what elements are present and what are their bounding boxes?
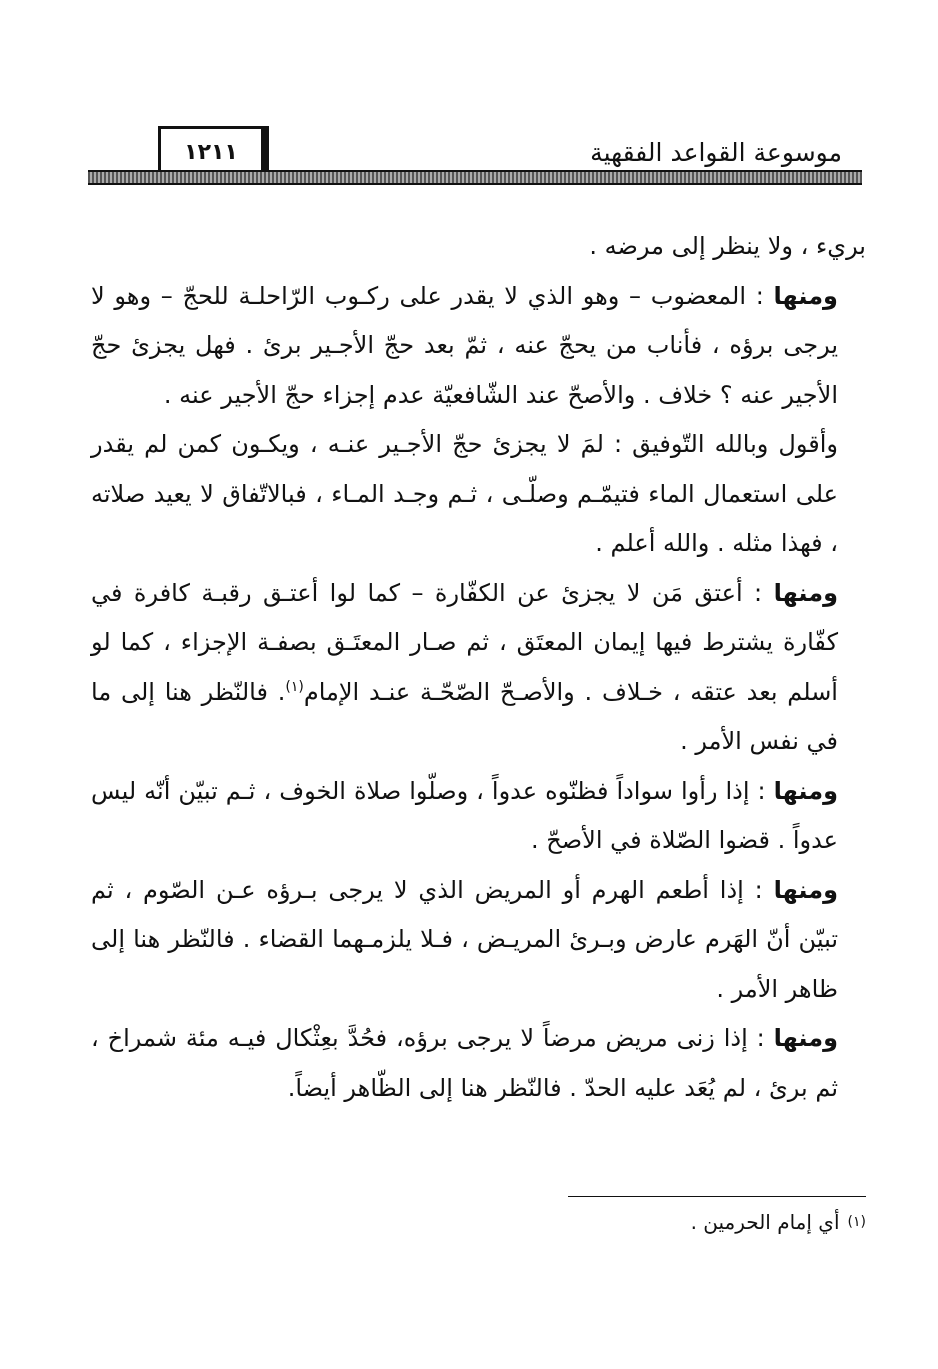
paragraph-4 (91, 569, 866, 767)
footnote (91, 1204, 866, 1240)
p4-line-4b: . فالنّظر هنا إلى ما في نفس الأمر . (91, 677, 838, 755)
p3-line-2: كمن لم يقدر على استعمال الماء فتيمّـم وصلّـى ، ثـم وجـد المـاء ، (91, 430, 838, 508)
footnote-ref: (١) (285, 678, 304, 695)
keyword-minha: ومنها (773, 281, 838, 310)
footnote-separator (568, 1196, 866, 1197)
p5-line-1: : إذا رأوا سواداً فظنّوه عدواً ، وصلّوا صلاة الخوف ، ثـم (225, 776, 774, 805)
p4-line-4a: الإمام (303, 677, 360, 706)
p7-line-1: : إذا زنى مريض مرضاً لا يرجى برؤه، فحُدَّ بعِثْكال فيـه (227, 1024, 774, 1052)
paragraph-7 (91, 1014, 866, 1113)
paragraph-5 (91, 767, 866, 866)
body-text (91, 222, 866, 1113)
p6-line-2: الصّوم ، ثم تبيّن أنّ الهَرم عارض وبـرئ المريـض ، فـلا يلزمـهما (91, 875, 838, 953)
footnote-text: أي إمام الحرمين . (690, 1210, 840, 1234)
p4-line-3: الإجزاء ، كما لو أسلم بعد عتقه ، خـلاف . والأصـحّ الصّحّـة عنـد (91, 628, 838, 706)
p2-line-3: برئ . فهل يجزئ حجّ الأجير عنه ؟ خلاف . والأصحّ عند الشّافعيّة عدم (91, 331, 838, 409)
p6-line-1: : إذا أطعم الهرم أو المريض الذي لا يرجى بـرؤه عـن (215, 875, 774, 904)
keyword-minha: ومنها (773, 578, 838, 607)
paragraph-6 (91, 866, 866, 1015)
page-header (0, 0, 938, 190)
paragraph-3 (91, 420, 866, 569)
p5-line-2: تبيّن أنّه ليس عدواً . قضوا الصّلاة في الأصحّ . (91, 776, 838, 854)
p2-line-2: للحجّ – وهو لا يرجى برؤه ، فأناب من يحجّ عنه ، ثمّ بعد حجّ الأجـير (91, 281, 838, 359)
p3-line-1: وأقول وبالله التّوفيق : لمَ لا يجزئ حجّ الأجـير عنـه ، ويكـون (231, 430, 839, 458)
paragraph-2 (91, 272, 866, 421)
p1-line-1: بريء ، ولا ينظر إلى مرضه . (589, 232, 866, 260)
keyword-minha: ومنها (773, 1024, 839, 1052)
book-title: موسوعة القواعد الفقهية (590, 138, 842, 167)
p6-line-3: القضاء . فالنّظر هنا إلى ظاهر الأمر . (91, 925, 838, 1003)
header-rule (88, 170, 862, 185)
footnote-marker: (١) (847, 1214, 866, 1230)
page-number: ١٢١١ (184, 139, 238, 165)
keyword-minha: ومنها (773, 875, 838, 904)
p3-line-3: فبالاتّفاق لا يعيد صلاته ، فهذا مثله . والله أعلم . (91, 479, 838, 557)
p4-line-1: : أعتق مَن لا يجزئ عن الكفّارة – كما لوا أعتـق رقبـة (201, 578, 774, 607)
keyword-minha: ومنها (773, 776, 839, 805)
p4-line-2: كافرة في كفّارة يشترط فيها إيمان المعتَق ، ثم صـار المعتَـق بصفـة (91, 578, 838, 656)
p7-line-2: مئة شمراخ ، ثم برئ ، لم يُعَد عليه الحدّ . فالنّظر هنا إلى الظّاهر أيضاً. (91, 1024, 838, 1102)
paragraph-1 (91, 222, 866, 272)
p2-line-4: إجزاء حجّ الأجير عنه . (163, 380, 376, 409)
p2-line-1: : المعضوب – وهو الذي لا يقدر على ركـوب الرّاحلـة (238, 281, 774, 310)
